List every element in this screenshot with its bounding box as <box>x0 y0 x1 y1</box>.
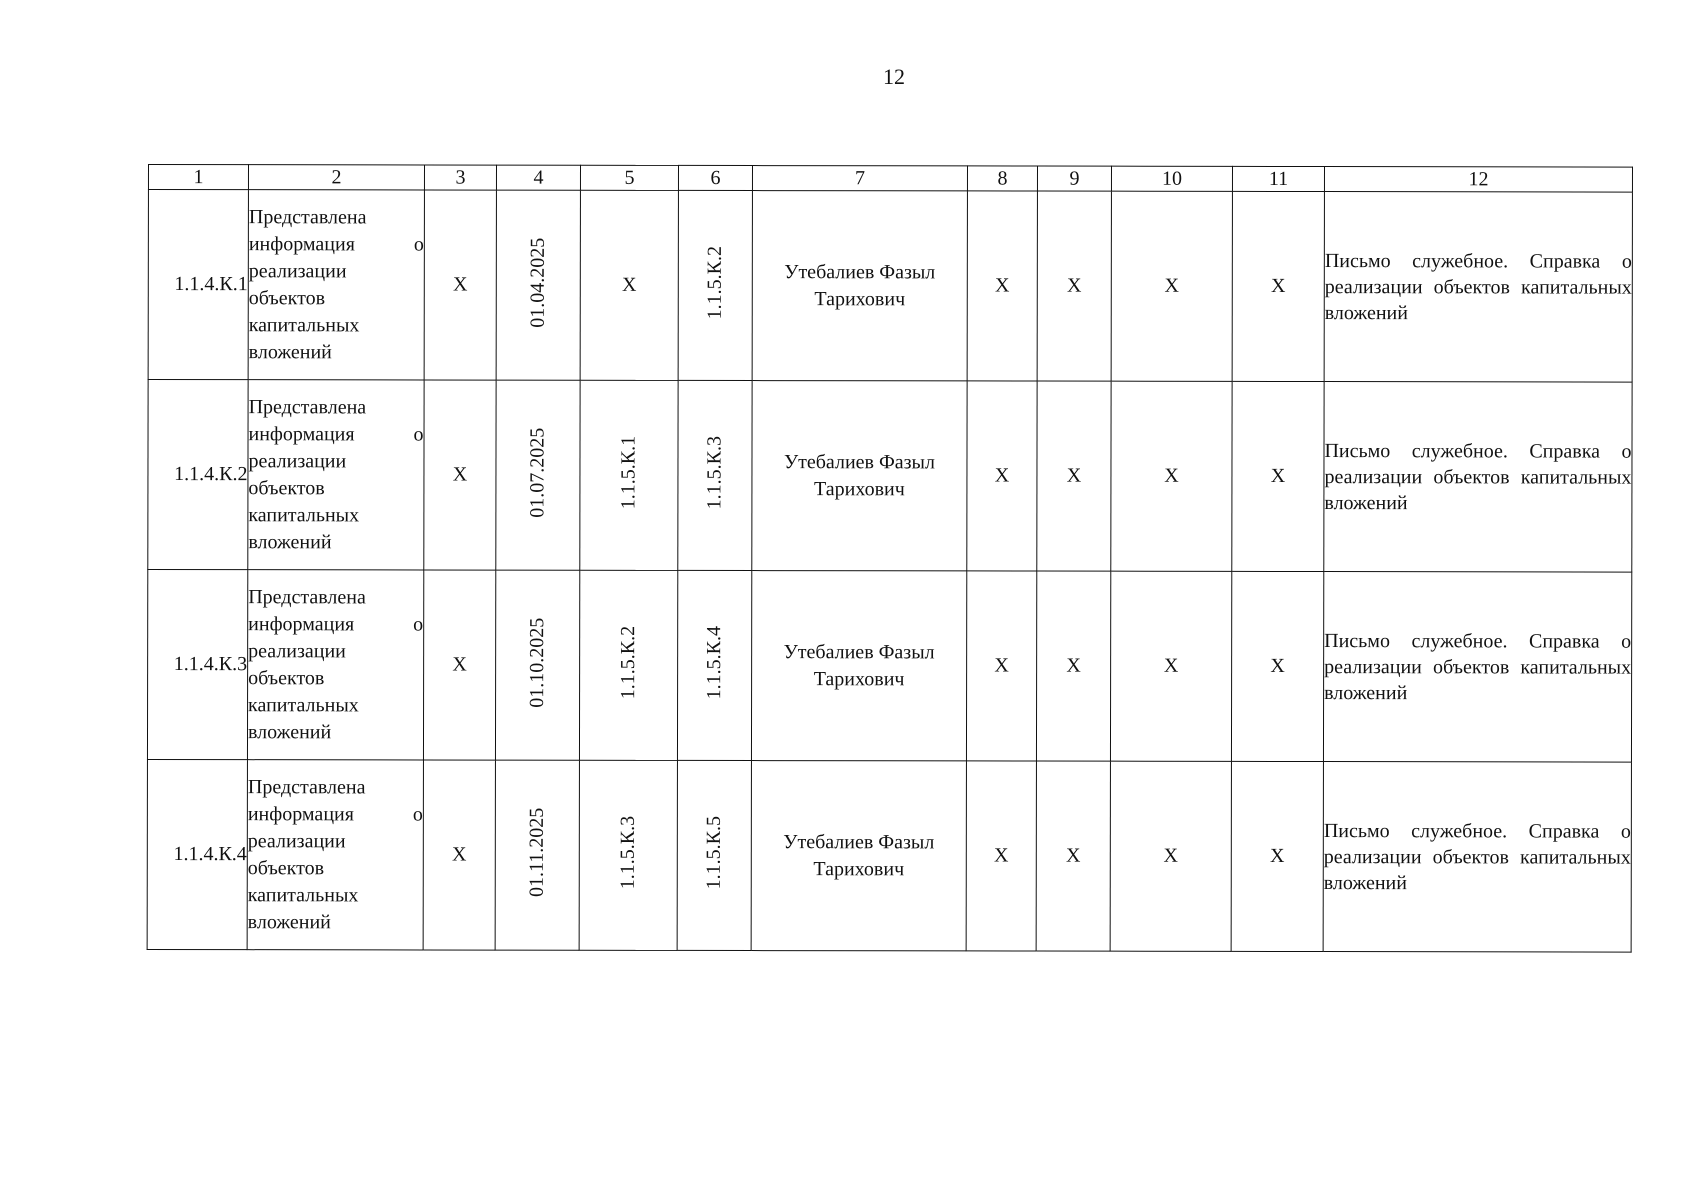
col8-mark: X <box>967 191 1037 381</box>
col11-mark: X <box>1232 191 1324 381</box>
previous-event: X <box>580 190 678 380</box>
event-code: 1.1.4.К.3 <box>147 570 247 760</box>
due-date-cell <box>496 190 580 380</box>
col3-mark: X <box>423 760 495 950</box>
header-cell-12: 12 <box>1324 167 1632 193</box>
header-cell-3: 3 <box>424 165 496 190</box>
event-description: Представлена информация о реализации объектов капитальных вложений <box>248 380 424 570</box>
col9-mark: X <box>1036 761 1110 951</box>
header-row <box>148 165 1632 193</box>
col3-mark: X <box>423 570 495 760</box>
col9-mark: X <box>1037 381 1111 571</box>
col11-mark: X <box>1231 761 1323 951</box>
header-cell-8: 8 <box>967 166 1037 191</box>
header-cell-10: 10 <box>1111 166 1232 191</box>
responsible-person: Утебалиев Фазыл Тарихович <box>751 761 966 951</box>
col3-mark: X <box>424 380 496 570</box>
next-event: 1.1.5.К.3 <box>703 435 726 510</box>
due-date: 01.10.2025 <box>526 617 549 708</box>
responsible-person: Утебалиев Фазыл Тарихович <box>751 571 966 761</box>
col10-mark: X <box>1111 191 1232 381</box>
col8-mark: X <box>966 571 1036 761</box>
table-row <box>148 190 1632 383</box>
header-cell-7: 7 <box>752 166 967 191</box>
col10-mark: X <box>1111 381 1232 571</box>
next-event: 1.1.5.К.2 <box>703 245 726 320</box>
event-code: 1.1.4.К.1 <box>148 190 248 380</box>
confirming-document: Письмо служебное. Справка о реализации объектов капитальных вложений <box>1323 762 1631 953</box>
next-event: 1.1.5.К.5 <box>702 815 725 890</box>
confirming-document: Письмо служебное. Справка о реализации объектов капитальных вложений <box>1323 572 1631 763</box>
header-cell-5: 5 <box>580 165 678 190</box>
previous-event: 1.1.5.К.1 <box>617 435 640 510</box>
previous-event-cell <box>579 570 677 760</box>
due-date-cell <box>495 570 579 760</box>
confirming-document: Письмо служебное. Справка о реализации объектов капитальных вложений <box>1324 382 1632 573</box>
page-number: 12 <box>883 64 905 89</box>
due-date: 01.11.2025 <box>525 807 548 897</box>
previous-event: 1.1.5.К.3 <box>616 815 639 890</box>
header-cell-11: 11 <box>1232 166 1324 191</box>
header-cell-4: 4 <box>496 165 580 190</box>
due-date-cell <box>495 760 579 950</box>
due-date-cell <box>496 380 580 570</box>
due-date: 01.04.2025 <box>526 237 549 328</box>
col9-mark: X <box>1037 191 1111 381</box>
next-event-cell <box>678 190 752 380</box>
previous-event-cell <box>579 760 677 950</box>
col8-mark: X <box>966 761 1036 951</box>
previous-event: 1.1.5.К.2 <box>617 625 640 700</box>
responsible-person: Утебалиев Фазыл Тарихович <box>752 191 967 381</box>
col3-mark: X <box>424 190 496 380</box>
event-description: Представлена информация о реализации объектов капитальных вложений <box>247 570 423 760</box>
previous-event-cell <box>580 380 678 570</box>
col9-mark: X <box>1036 571 1110 761</box>
col11-mark: X <box>1232 381 1324 571</box>
col10-mark: X <box>1110 761 1231 951</box>
header-cell-1: 1 <box>148 165 248 190</box>
event-description: Представлена информация о реализации объектов капитальных вложений <box>247 760 423 950</box>
table-row <box>147 570 1631 763</box>
responsible-person: Утебалиев Фазыл Тарихович <box>752 381 967 571</box>
table-row <box>147 759 1631 952</box>
header-cell-2: 2 <box>248 165 424 190</box>
table-row <box>148 380 1632 573</box>
next-event-cell <box>677 570 751 760</box>
event-description: Представлена информация о реализации объектов капитальных вложений <box>248 190 424 380</box>
header-cell-9: 9 <box>1037 166 1111 191</box>
col11-mark: X <box>1231 571 1323 761</box>
plan-table <box>147 164 1633 953</box>
next-event-cell <box>678 380 752 570</box>
confirming-document: Письмо служебное. Справка о реализации объектов капитальных вложений <box>1324 192 1632 383</box>
next-event: 1.1.5.К.4 <box>703 625 726 700</box>
header-cell-6: 6 <box>678 165 752 190</box>
col8-mark: X <box>967 381 1037 571</box>
event-code: 1.1.4.К.2 <box>148 380 248 570</box>
event-code: 1.1.4.К.4 <box>147 759 247 949</box>
next-event-cell <box>677 760 751 950</box>
col10-mark: X <box>1110 571 1231 761</box>
due-date: 01.07.2025 <box>526 427 549 518</box>
